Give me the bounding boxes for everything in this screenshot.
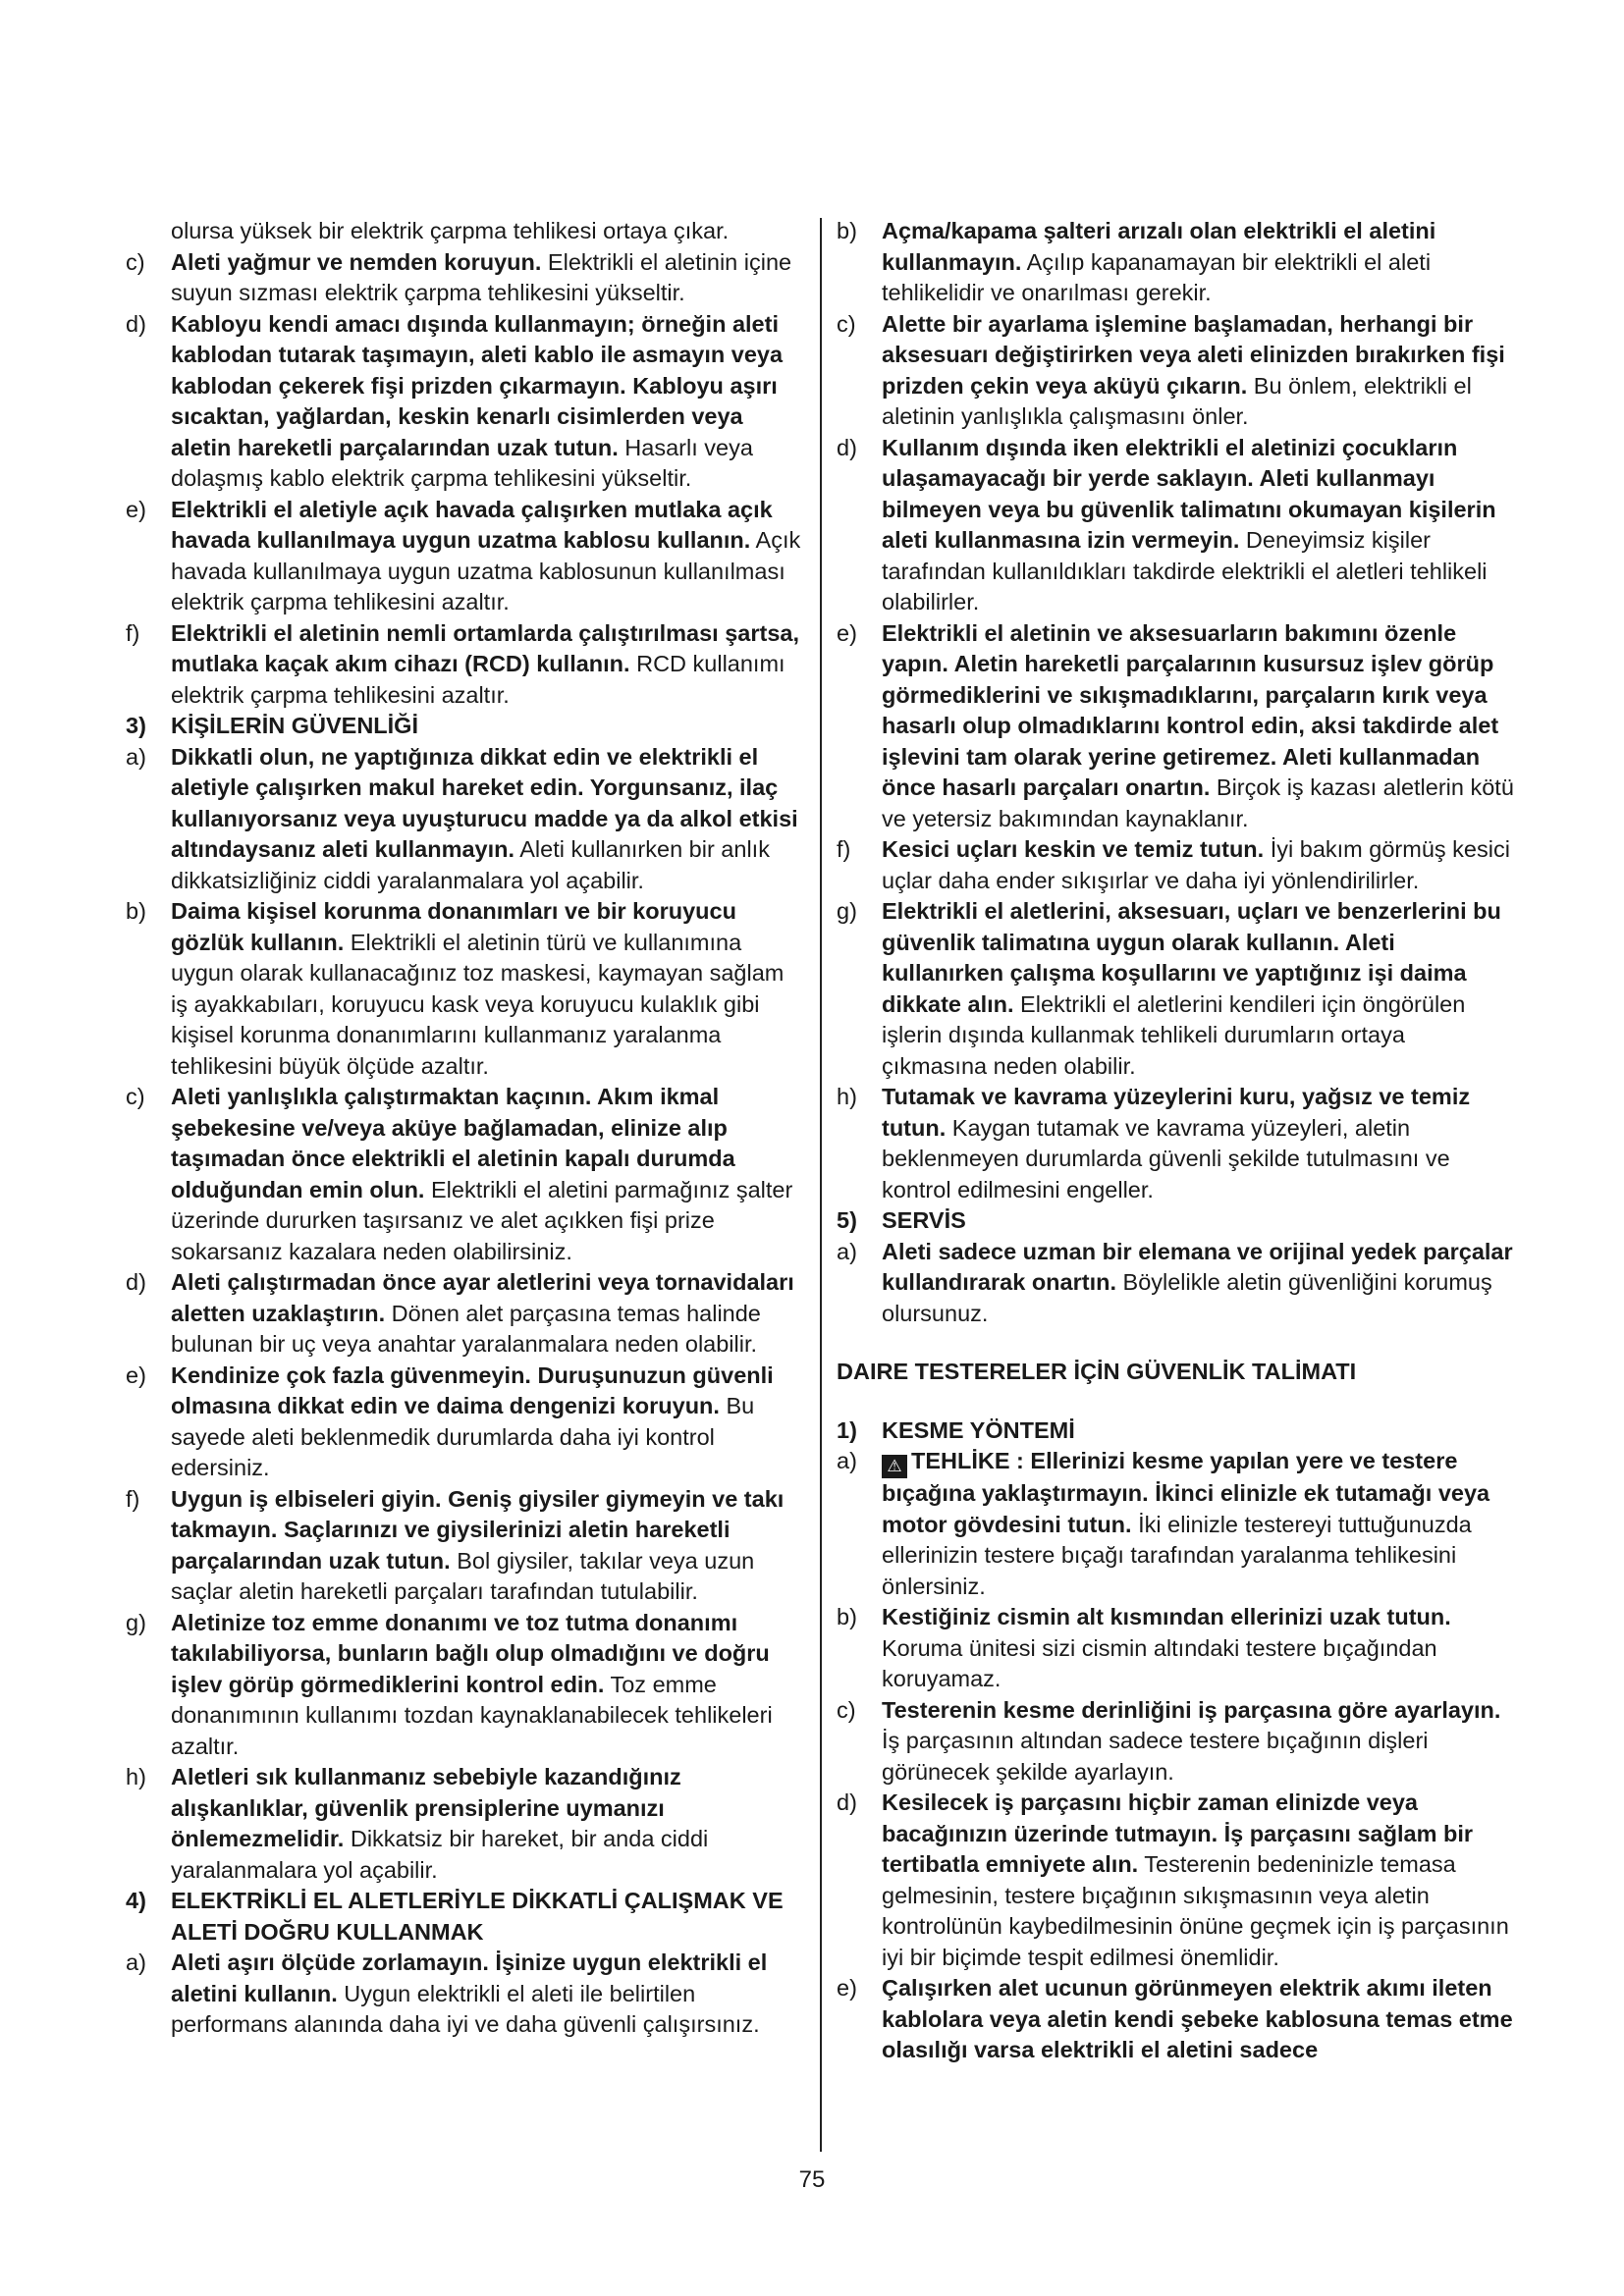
numbered-section-title (837, 1205, 1514, 1237)
item-text: İş parçasının altından sadece testere bıçağının dişleri görünecek şekilde ayarlayın. (882, 1728, 1429, 1785)
item-label: c) (126, 248, 145, 275)
item-label: f) (126, 619, 140, 646)
numbered-section-title (126, 1886, 803, 1948)
item-label: e) (837, 1975, 857, 2001)
item-label: c) (126, 1084, 145, 1109)
item-text: İki elinizle testereyi tuttuğunuzda ellerinizin testere bıçağı tarafından yaralanma tehlikesini önlersiniz. (882, 1511, 1472, 1599)
item-label: e) (837, 619, 857, 646)
item-label: b) (126, 898, 146, 924)
item-label: 3) (126, 713, 146, 738)
list-item (837, 309, 1514, 433)
item-bold-text: Aletinize toz emme donanımı ve toz tutma donanımı takılabiliyorsa, bunların bağlı olup olmadığını ve doğru işlev görüp görmediklerini kontrol edin. (171, 1609, 770, 1697)
item-bold-text: Elektrikli el aletlerini, aksesuarı, uçları ve benzerlerini bu güvenlik talimatına uygun olarak kullanın. Aleti kullanırken çalışma koşullarını ve yaptığınız işi daima dikkate alın. (882, 898, 1501, 1017)
list-item (837, 1973, 1514, 2066)
item-bold-text: Kesici uçları keskin ve temiz tutun. (882, 836, 1265, 862)
item-text: Açılıp kapanamayan bir elektrikli el aleti tehlikelidir ve onarılması gerekir. (882, 248, 1432, 305)
item-text: Bu sayede aleti beklenmedik durumlarda daha iyi kontrol edersiniz. (171, 1393, 755, 1480)
item-text: Elektrikli el aletinin türü ve kullanımına uygun olarak kullanacağınız toz maskesi, kaymayan sağlam iş ayakkabıları, koruyucu kask veya koruyucu kulaklık gibi kişisel korunma donanımlarını kullanmanız yaralanma tehlikesini büyük ölçüde azaltır. (171, 929, 785, 1079)
item-label: e) (126, 1362, 146, 1388)
numbered-section-title (126, 711, 803, 742)
list-item (837, 1446, 1514, 1602)
list-item (126, 1267, 803, 1361)
numbered-section-title (837, 1415, 1514, 1447)
item-bold-text: Çalışırken alet ucunun görünmeyen elektrik akımı ileten kablolara veya aletin kendi şebeke kablosuna temas etme olasılığı varsa elektrikli el aletini sadece (882, 1975, 1513, 2062)
list-item (837, 896, 1514, 1082)
item-bold-text: Kendinize çok fazla güvenmeyin. Duruşunuzun güvenli olmasına dikkat edin ve daima dengenizi koruyun. (171, 1362, 774, 1418)
section-title-text: ELEKTRİKLİ EL ALETLERİYLE DİKKATLİ ÇALIŞMAK VE ALETİ DOĞRU KULLANMAK (171, 1888, 784, 1945)
item-bold-text: Kestiğiniz cismin alt kısmından ellerinizi uzak tutun. (882, 1604, 1451, 1629)
list-item (126, 896, 803, 1082)
item-text: Aleti kullanırken bir anlık dikkatsizliğiniz ciddi yaralanmalara yol açabilir. (171, 836, 770, 893)
item-text: Açık havada kullanılmaya uygun uzatma kablosunun kullanılması elektrik çarpma tehlikesini azaltır. (171, 527, 801, 614)
item-bold-text: Aleti çalıştırmadan önce ayar aletlerini veya tornavidaları aletten uzaklaştırın. (171, 1269, 794, 1326)
list-item (126, 247, 803, 309)
item-label: b) (837, 218, 857, 243)
item-label: a) (837, 1238, 857, 1264)
item-bold-text: Açma/kapama şalteri arızalı olan elektrikli el aletini kullanmayın. (882, 218, 1436, 275)
item-label: c) (837, 310, 856, 337)
warning-triangle-icon: ⚠ (882, 1455, 907, 1478)
item-label: 5) (837, 1207, 857, 1233)
item-bold-text: TEHLİKE : Ellerinizi kesme yapılan yere ve testere bıçağına yaklaştırmayın. İkinci elinizle ek tutamağı veya motor gövdesini tutun. (882, 1448, 1490, 1537)
item-label: f) (837, 836, 851, 862)
section-title-text: KİŞİLERİN GÜVENLİĞİ (171, 713, 418, 738)
left-column (126, 216, 803, 2041)
item-bold-text: Aletleri sık kullanmanız sebebiyle kazandığınız alışkanlıklar, güvenlik prensiplerine uymanızı önlemezmelidir. (171, 1764, 681, 1851)
item-text: Dikkatsiz bir hareket, bir anda ciddi yaralanmalara yol açabilir. (171, 1826, 709, 1883)
item-text: Elektrikli el aletini parmağınız şalter üzerinde dururken taşırsanız ve alet açıkken fişi prize sokarsanız kazalara neden olabilirsiniz. (171, 1176, 793, 1264)
item-text: Testerenin bedeninizle temasa gelmesinin, testere bıçağının sıkışmasının veya aletin kontrolünün kaybedilmesinin önüne geçmek için iş parçasının iyi bir biçimde tespit edilmesi önemlidir. (882, 1851, 1509, 1970)
item-bold-text: Aleti yanlışlıkla çalıştırmaktan kaçının. Akım ikmal şebekesine ve/veya aküye bağlamadan, elinize alıp taşımadan önce elektrikli el aletinin kapalı durumda olduğundan emin olun. (171, 1084, 735, 1202)
item-label: d) (837, 1789, 857, 1815)
list-item (837, 1082, 1514, 1205)
item-bold-text: Elektrikli el aletinin ve aksesuarların bakımını özenle yapın. Aletin hareketli parçalarının kusursuz işlev görüp görmediklerini ve sıkışmadıklarını, parçaların kırık veya hasarlı olup olmadıklarını kontrol edin, aksi takdirde alet işlevini tam olarak yerine getiremez. Aleti kullanmadan önce hasarlı parçaları onartın. (882, 619, 1499, 800)
list-item (126, 1484, 803, 1608)
item-bold-text: Kabloyu kendi amacı dışında kullanmayın; örneğin aleti kablodan tutarak taşımayın, aleti kablo ile asmayın veya kablodan çekerek fişi prizden çıkarmayın. Kabloyu aşırı sıcaktan, yağlardan, keskin kenarlı cisimlerden veya aletin hareketli parçalarından uzak tutun. (171, 310, 784, 460)
item-label: h) (837, 1084, 857, 1109)
item-text: RCD kullanımı elektrik çarpma tehlikesini azaltır. (171, 651, 785, 708)
list-item (126, 495, 803, 618)
item-bold-text: Dikkatli olun, ne yaptığınıza dikkat edin ve elektrikli el aletiyle çalışırken makul hareket edin. Yorgunsanız, ilaç kullanıyorsanız veya uyuşturucu madde ya da alkol etkisi altındaysanız aleti kullanmayın. (171, 743, 798, 862)
list-item (837, 618, 1514, 835)
list-item (837, 216, 1514, 309)
item-label: d) (126, 310, 146, 337)
item-label: h) (126, 1764, 146, 1789)
item-text: İyi bakım görmüş kesici uçlar daha ender sıkışırlar ve daha iyi yönlendirilirler. (882, 836, 1510, 893)
list-item (126, 1082, 803, 1267)
item-text: Uygun elektrikli el aleti ile belirtilen performans alanında daha iyi ve daha güvenli çalışırsınız. (171, 1980, 760, 2037)
item-bold-text: Kesilecek iş parçasını hiçbir zaman elinizde veya bacağınızın üzerinde tutmayın. İş parçasını sağlam bir tertibatla emniyete alın. (882, 1789, 1474, 1877)
item-bold-text: Aleti yağmur ve nemden koruyun. (171, 248, 542, 275)
item-bold-text: Tutamak ve kavrama yüzeylerini kuru, yağsız ve temiz tutun. (882, 1084, 1471, 1141)
paragraph-text: olursa yüksek bir elektrik çarpma tehlikesi ortaya çıkar. (171, 218, 730, 243)
item-bold-text: Uygun iş elbiseleri giyin. Geniş giysiler giymeyin ve takı takmayın. Saçlarınızı ve giysilerinizi aletin hareketli parçalarından uzak tutun. (171, 1485, 785, 1574)
item-bold-text: Testerenin kesme derinliğini iş parçasına göre ayarlayın. (882, 1696, 1501, 1723)
item-label: e) (126, 496, 146, 522)
item-text: Bol giysiler, takılar veya uzun saçlar aletin hareketli parçaları tarafından tutulabilir. (171, 1547, 755, 1604)
list-item (837, 1788, 1514, 1973)
item-text: Toz emme donanımının kullanımı tozdan kaynaklanabilecek tehlikeleri azaltır. (171, 1671, 773, 1759)
item-text: Dönen alet parçasına temas halinde bulunan bir uç veya anahtar yaralanmalara neden olabilir. (171, 1300, 761, 1357)
item-label: d) (837, 434, 857, 460)
list-item (126, 1361, 803, 1484)
list-item (837, 834, 1514, 896)
list-item (126, 309, 803, 495)
item-text: Koruma ünitesi sizi cismin altındaki testere bıçağından koruyamaz. (882, 1634, 1437, 1691)
list-item (126, 742, 803, 897)
list-item (126, 618, 803, 712)
list-item (126, 1948, 803, 2041)
item-text: Elektrikli el aletinin içine suyun sızması elektrik çarpma tehlikesini yükseltir. (171, 248, 792, 305)
item-label: b) (837, 1604, 857, 1629)
item-label: a) (837, 1448, 857, 1473)
item-bold-text: Alette bir ayarlama işlemine başlamadan, herhangi bir aksesuarı değiştirirken veya aleti elinizden bırakırken fişi prizden çekin veya aküyü çıkarın. (882, 310, 1505, 399)
list-item (126, 1608, 803, 1763)
section-title-text: SERVİS (882, 1207, 966, 1233)
right-column (837, 216, 1514, 2066)
item-text: Elektrikli el aletlerini kendileri için öngörülen işlerin dışında kullanmak tehlikeli durumların ortaya çıkmasına neden olabilir. (882, 990, 1466, 1079)
item-bold-text: Elektrikli el aletinin nemli ortamlarda çalıştırılması şartsa, mutlaka kaçak akım cihazı (RCD) kullanın. (171, 619, 800, 676)
item-bold-text: Daima kişisel korunma donanımları ve bir koruyucu gözlük kullanın. (171, 898, 736, 955)
item-label: a) (126, 743, 146, 770)
item-bold-text: Aleti sadece uzman bir elemana ve orijinal yedek parçalar kullandırarak onartın. (882, 1238, 1513, 1295)
item-label: g) (126, 1609, 146, 1635)
item-bold-text: Aleti aşırı ölçüde zorlamayın. İşinize uygun elektrikli el aletini kullanın. (171, 1949, 768, 2006)
list-item (837, 1602, 1514, 1695)
paragraph-continuation (126, 216, 803, 247)
item-bold-text: Elektrikli el aletiyle açık havada çalışırken mutlaka açık havada kullanılmaya uygun uzatma kablosu kullanın. (171, 496, 773, 553)
item-text: Bu önlem, elektrikli el aletinin yanlışlıkla çalışmasını önler. (882, 372, 1472, 429)
item-label: 4) (126, 1888, 146, 1913)
column-divider (820, 218, 822, 2152)
item-label: d) (126, 1269, 146, 1295)
item-text: Deneyimsiz kişiler tarafından kullanıldıkları takdirde elektrikli el aletleri tehlikeli olabilirler. (882, 527, 1488, 614)
section-heading: DAIRE TESTERELER İÇİN GÜVENLİK TALİMATI (837, 1359, 1357, 1384)
item-text: Hasarlı veya dolaşmış kablo elektrik çarpma tehlikesini yükseltir. (171, 434, 753, 491)
item-label: g) (837, 898, 857, 924)
item-bold-text: Kullanım dışında iken elektrikli el aletinizi çocukların ulaşamayacağı bir yerde saklayın. Aleti kullanmayı bilmeyen veya bu güvenlik talimatını okumayan kişilerin aleti kullanmasına izin vermeyin. (882, 434, 1496, 553)
item-label: a) (126, 1949, 146, 1975)
item-text: Birçok iş kazası aletlerin kötü ve yetersiz bakımından kaynaklanır. (882, 774, 1514, 831)
item-label: c) (837, 1696, 856, 1723)
item-label: f) (126, 1485, 140, 1512)
list-item (837, 1237, 1514, 1330)
list-item (126, 1762, 803, 1886)
item-text: Kaygan tutamak ve kavrama yüzeyleri, aletin beklenmeyen durumlarda güvenli şekilde tutulmasını ve kontrol edilmesini engeller. (882, 1114, 1450, 1202)
list-item (837, 433, 1514, 618)
section-title-text: KESME YÖNTEMİ (882, 1416, 1075, 1443)
item-label: 1) (837, 1416, 857, 1443)
page-number: 75 (798, 2166, 826, 2193)
list-item (837, 1695, 1514, 1789)
item-text: Böylelikle aletin güvenliğini korumuş olursunuz. (882, 1269, 1492, 1326)
